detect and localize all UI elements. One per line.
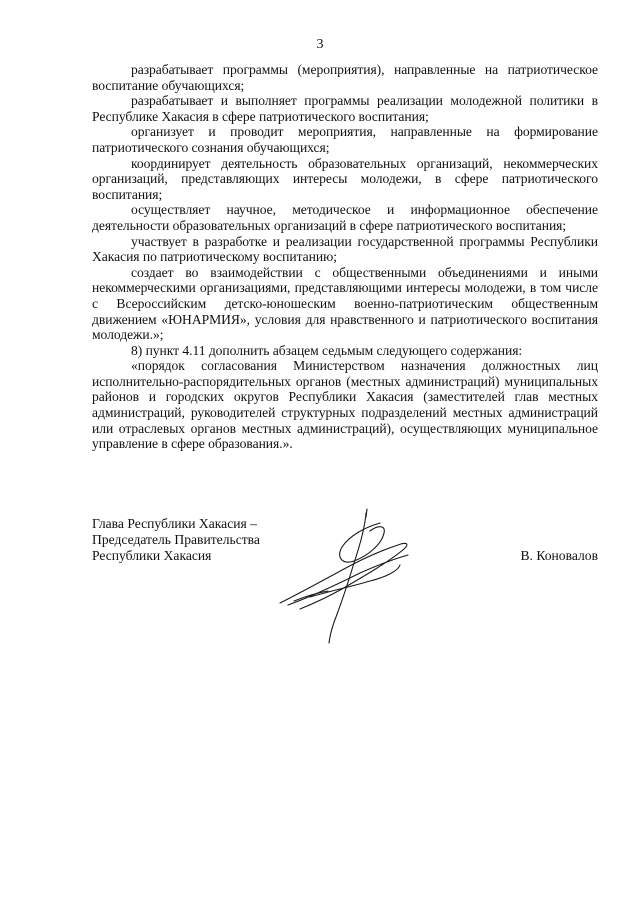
signatory-name: В. Коновалов bbox=[520, 548, 598, 563]
paragraph: координирует деятельность образовательных организаций, некоммерческих организаций, представляющих интересы молодежи, в сфере патриотического воспитания; bbox=[92, 155, 598, 202]
paragraph: осуществляет научное, методическое и информационное обеспечение деятельности образовательных организаций в сфере патриотического воспитания; bbox=[92, 202, 598, 233]
document-body bbox=[92, 62, 598, 452]
handwritten-signature bbox=[270, 505, 430, 655]
signatory-title-line: Председатель Правительства bbox=[92, 532, 260, 547]
paragraph: разрабатывает программы (мероприятия), направленные на патриотическое воспитание обучающихся; bbox=[92, 62, 598, 93]
paragraph: «порядок согласования Министерством назначения должностных лиц исполнительно-распорядительных органов (местных администраций) муниципальных районов и городских округов Республики Хакасия (заместителей глав местных администраций, руководителей структурных подразделений местных администраций или отраслевых органов местных администраций), осуществляющих муниципальное управление в сфере образования.». bbox=[92, 358, 598, 452]
paragraph: участвует в разработке и реализации государственной программы Республики Хакасия по патриотическому воспитанию; bbox=[92, 233, 598, 265]
paragraph: создает во взаимодействии с общественными объединениями и иными некоммерческими организациями, представляющими интересы молодежи, в том числе с Всероссийским детско-юношеским военно-патриотическим общественным движением «ЮНАРМИЯ», условия для нравственного и патриотического воспитания молодежи.»; bbox=[92, 264, 598, 343]
signatory-title-line: Республики Хакасия bbox=[92, 548, 212, 563]
paragraph: 8) пункт 4.11 дополнить абзацем седьмым следующего содержания: bbox=[131, 342, 523, 358]
signatory-title-line: Глава Республики Хакасия – bbox=[92, 516, 257, 531]
paragraph: организует и проводит мероприятия, направленные на формирование патриотического сознания обучающихся; bbox=[92, 124, 598, 155]
paragraph: разрабатывает и выполняет программы реализации молодежной политики в Республике Хакасия в сфере патриотического воспитания; bbox=[92, 93, 598, 124]
page-number: 3 bbox=[316, 37, 324, 52]
